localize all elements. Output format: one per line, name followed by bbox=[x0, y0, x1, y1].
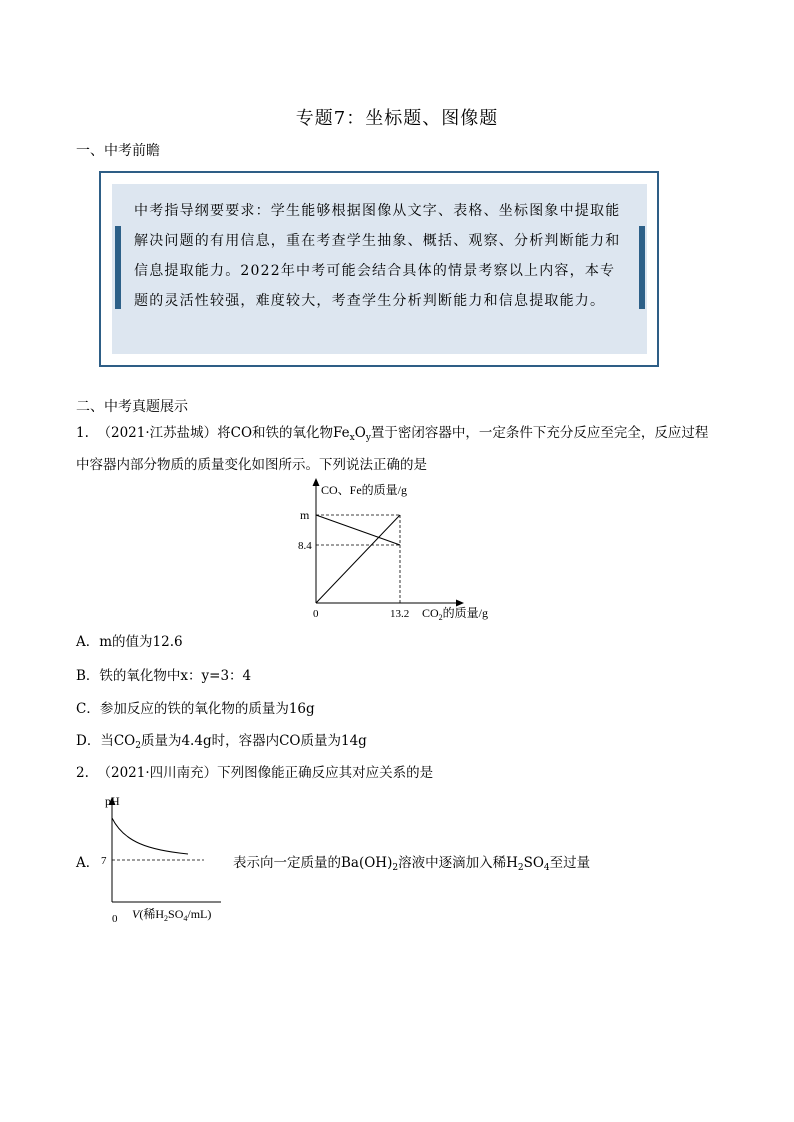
q1-stem-line1 bbox=[76, 421, 756, 443]
q1-option-c: C．参加反应的铁的氧化物的质量为16g bbox=[76, 701, 315, 717]
q1-series-co bbox=[316, 515, 400, 545]
q1-chart bbox=[290, 475, 510, 625]
q1-stem-o: O bbox=[354, 425, 366, 441]
q2-stem-text: 下列图像能正确反应其对应关系的是 bbox=[217, 765, 434, 781]
intro-box-left-bar bbox=[115, 226, 121, 309]
q1-series-fe bbox=[316, 515, 400, 603]
q1-source: （2021·江苏盐城） bbox=[97, 425, 218, 441]
q1-option-b: B．铁的氧化物中x：y=3：4 bbox=[76, 668, 252, 684]
q1-sub-x: x bbox=[349, 433, 355, 443]
q1-stem-line2: 中容器内部分物质的质量变化如图所示。下列说法正确的是 bbox=[76, 457, 427, 473]
q2-option-a-label: A． bbox=[76, 855, 100, 871]
q1-y-tick-84: 8.4 bbox=[298, 540, 312, 552]
q1-sub-y: y bbox=[365, 433, 371, 443]
q2-option-a-desc: 表示向一定质量的$Ba(OH)_2$溶液中逐滴加入稀$H_2SO_4$至过量 bbox=[233, 855, 591, 873]
q1-y-tick-m: m bbox=[300, 508, 310, 522]
q2-origin: 0 bbox=[112, 913, 118, 925]
q1-option-a: A．m的值为12.6 bbox=[76, 634, 183, 650]
q2-number: 2. bbox=[76, 765, 89, 781]
q1-stem-a: 将CO和铁的氧化物Fe bbox=[217, 425, 350, 441]
q2-source: （2021·四川南充） bbox=[97, 765, 218, 781]
intro-text: 中考指导纲要要求：学生能够根据图像从文字、表格、坐标图象中提取能解决问题的有用信息，重在考查学生抽象、概括、观察、分析判断能力和信息提取能力。2022年中考可能会结合具体的情景考察以上内容，本专题的灵活性较强，难度较大，考查学生分析判断能力和信息提取能力。 bbox=[134, 203, 621, 309]
section-heading-preview: 一、中考前瞻 bbox=[76, 143, 160, 159]
page-title: 专题7：坐标题、图像题 bbox=[295, 108, 499, 129]
q1-number: 1. bbox=[76, 425, 89, 441]
q1-stem-b: 置于密闭容器中，一定条件下充分反应至完全，反应过程 bbox=[370, 425, 709, 441]
q2-option-a-chart bbox=[96, 790, 256, 926]
q2-x-label: V(稀$H_2SO_4/mL$) bbox=[132, 907, 212, 923]
q1-x-tick-132: 13.2 bbox=[390, 608, 410, 620]
q2-stem bbox=[76, 761, 433, 781]
q2-y-label: pH bbox=[105, 794, 120, 808]
q1-origin: 0 bbox=[313, 608, 319, 620]
q1-x-label: $CO_2$的质量/g bbox=[422, 606, 489, 622]
intro-box-right-bar bbox=[639, 226, 645, 309]
q1-option-d: D．当$CO_2$质量为4.4g时，容器内CO质量为14g bbox=[76, 733, 367, 751]
q1-y-axis-arrow bbox=[313, 478, 320, 486]
q2-y-tick-7: 7 bbox=[101, 855, 107, 867]
q2-ph-curve bbox=[112, 818, 188, 854]
section-heading-exams: 二、中考真题展示 bbox=[76, 399, 188, 415]
q1-y-label: CO、Fe的质量/g bbox=[321, 483, 408, 497]
